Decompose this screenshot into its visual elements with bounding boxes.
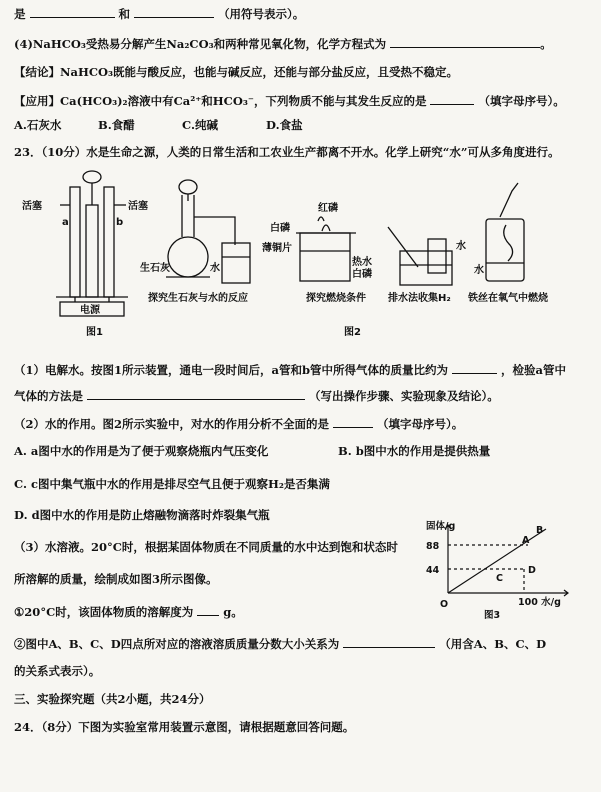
fig3-xlabel: 100 水/g (518, 597, 561, 608)
answer-blank[interactable] (30, 6, 115, 18)
fig2-label: 热水 (352, 257, 372, 268)
fig3-point-b: B (536, 525, 544, 536)
answer-blank[interactable] (134, 6, 214, 18)
conclusion-line: 【结论】NaHCO₃既能与酸反应，也能与碱反应，还能与部分盐反应，且受热不稳定。 (14, 65, 459, 79)
answer-blank[interactable] (87, 388, 305, 400)
question-23-title: 23．（10分）水是生命之源，人类的日常生活和工农业生产都离不开水。化学上研究“水”可从多角度进行。 (14, 145, 560, 159)
q23-part3-line1: （3）水溶液。20°C时，根据某固体物质在不同质量的水中达到饱和状态时 (14, 540, 398, 554)
fig2-caption: 图2 (344, 327, 361, 338)
answer-blank[interactable] (390, 36, 540, 48)
fig2-label: 水 (210, 263, 220, 274)
text: （用含A、B、C、D (439, 637, 547, 651)
fig2-label: 白磷 (352, 269, 372, 280)
text: （1）电解水。按图1所示装置，通电一段时间后，a管和b管中所得气体的质量比约为 (14, 363, 448, 377)
fig2b-caption: 探究燃烧条件 (306, 293, 366, 304)
fig3-ylabel: 固体/g (426, 521, 456, 532)
fig3-tick: 44 (426, 565, 440, 576)
text: ①20°C时，该固体物质的溶解度为 (14, 605, 194, 619)
text: ②图中A、B、C、D四点所对应的溶液溶质质量分数大小关系为 (14, 637, 340, 651)
answer-blank[interactable] (333, 416, 373, 428)
text: 【应用】Ca(HCO₃)₂溶液中有Ca²⁺和HCO₃⁻，下列物质不能与其发生反应的是 (14, 94, 427, 108)
application-line (14, 93, 595, 109)
options-line (14, 118, 595, 133)
fig1-label: b (116, 217, 124, 228)
line-2: (4)NaHCO₃受热易分解产生Na₂CO₃和两种常见氧化物，化学方程式为 。 (14, 37, 552, 51)
figures-1-2 (0, 165, 601, 340)
text: （填字母序号）。 (478, 94, 565, 108)
answer-blank[interactable] (430, 93, 474, 105)
answer-blank[interactable] (452, 362, 497, 374)
q23-part2-option-d: D. d图中水的作用是防止熔融物滴落时炸裂集气瓶 (14, 508, 270, 522)
q23-part3-q2-line1 (14, 636, 595, 652)
fig3-point-d: D (528, 565, 536, 576)
q23-part2-option-c: C. c图中集气瓶中水的作用是排尽空气且便于观察H₂是否集满 (14, 477, 330, 491)
option-d: D.食盐 (266, 118, 303, 132)
option-b: B.食醋 (98, 118, 135, 132)
option-b: B. b图中水的作用是提供热量 (338, 444, 491, 458)
fig2-label: 水 (474, 265, 484, 276)
fig2-label: 白磷 (270, 223, 290, 234)
option-a: A.石灰水 (14, 118, 62, 132)
figure-3 (418, 515, 578, 623)
text: g。 (223, 605, 243, 619)
fig2-label: 红磷 (318, 203, 338, 214)
fig3-tick: 88 (426, 541, 440, 552)
option-a: A. a图中水的作用是为了便于观察烧瓶内气压变化 (14, 444, 269, 458)
q23-part3-line2: 所溶解的质量，绘制成如图3所示图像。 (14, 572, 218, 586)
question-24-title: 24．（8分）下图为实验室常用装置示意图，请根据题意回答问题。 (14, 720, 355, 734)
q23-part3-q2-line2: 的关系式表示）。 (14, 664, 101, 678)
text: (4)NaHCO₃受热易分解产生Na₂CO₃和两种常见氧化物，化学方程式为 (14, 37, 387, 51)
text: （填字母序号）。 (377, 417, 464, 431)
q23-part1-line2 (14, 388, 595, 404)
option-c: C.纯碱 (182, 118, 218, 132)
fig2a-caption: 探究生石灰与水的反应 (148, 293, 248, 304)
text: （用符号表示）。 (218, 7, 305, 21)
text: 是 (14, 7, 26, 21)
text: ，检验a管中 (501, 363, 566, 377)
fig3-point-a: A (522, 535, 530, 546)
fig3-origin: O (440, 599, 449, 610)
section-3-title: 三、实验探究题（共2小题，共24分） (14, 692, 211, 706)
answer-blank[interactable] (343, 636, 435, 648)
fig2-label: 生石灰 (140, 263, 170, 274)
q23-part1-line1 (14, 362, 595, 378)
text: 气体的方法是 (14, 389, 83, 403)
text: （2）水的作用。图2所示实验中，对水的作用分析不全面的是 (14, 417, 330, 431)
line-1 (14, 6, 595, 22)
fig3-point-c: C (496, 573, 503, 584)
fig2-label: 薄铜片 (262, 243, 292, 254)
q23-part2-options-ab (14, 444, 595, 459)
fig2d-caption: 铁丝在氧气中燃烧 (468, 293, 548, 304)
fig1-caption: 图1 (86, 327, 103, 338)
text: 和 (118, 7, 131, 21)
fig2c-caption: 排水法收集H₂ (388, 293, 451, 304)
answer-blank[interactable] (197, 604, 219, 616)
fig3-caption: 图3 (484, 610, 501, 621)
text: （写出操作步骤、实验现象及结论）。 (309, 389, 499, 403)
fig1-label: 电源 (80, 305, 100, 316)
fig2-label: 水 (456, 241, 466, 252)
fig1-label: a (62, 217, 69, 228)
fig1-label: 活塞 (22, 201, 42, 212)
fig1-label: 活塞 (128, 201, 148, 212)
q23-part2 (14, 416, 595, 432)
